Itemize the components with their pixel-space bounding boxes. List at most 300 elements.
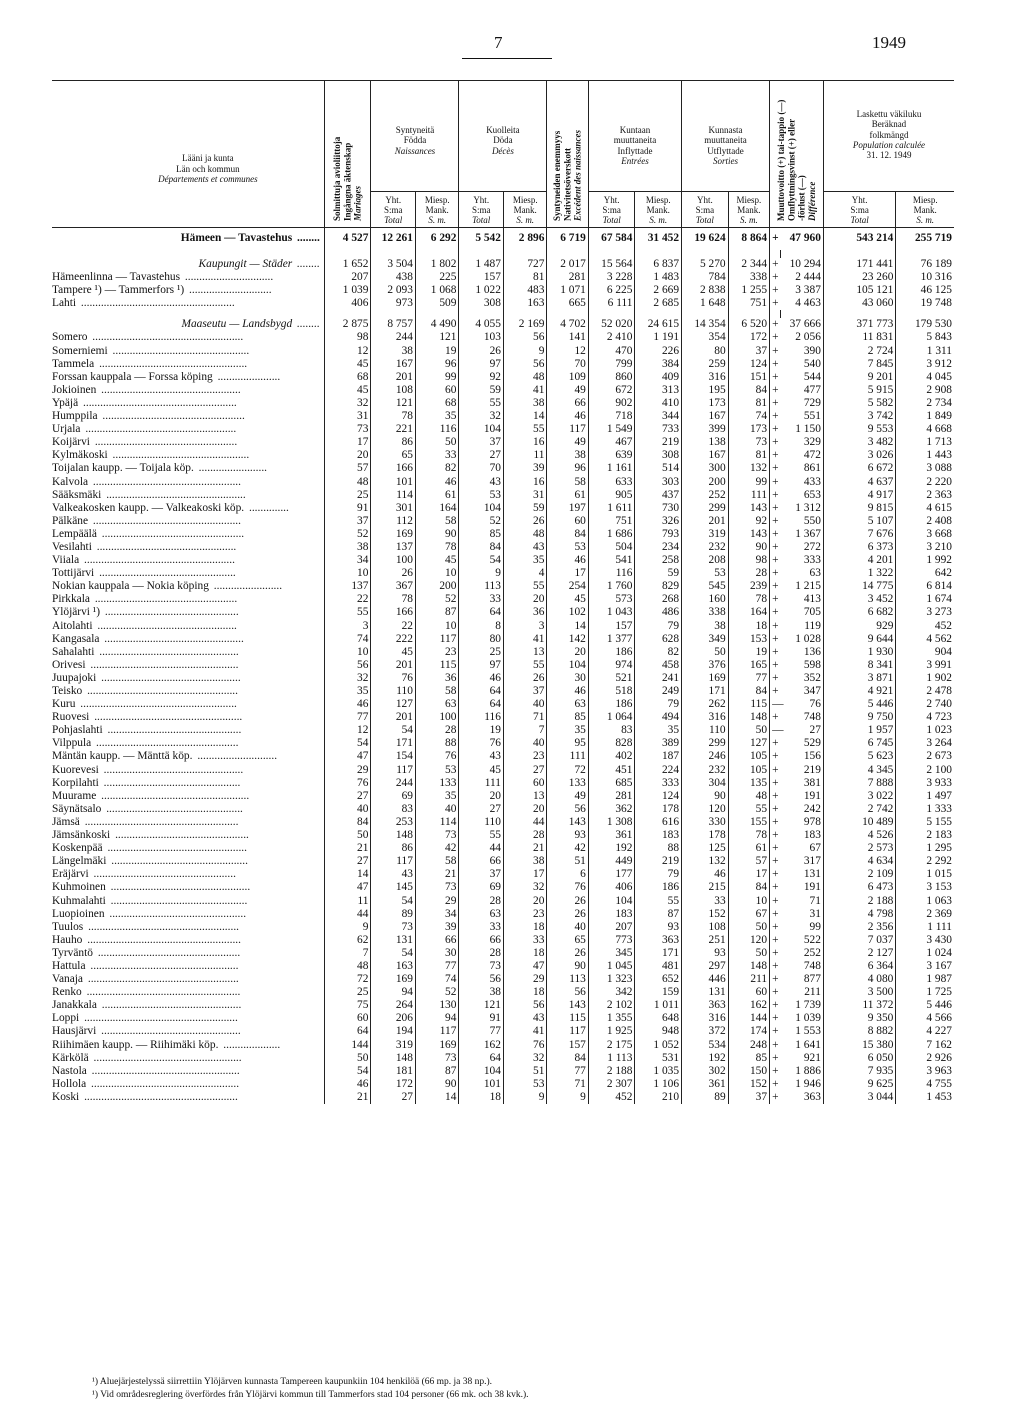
cell-outmig-male: 84 — [728, 384, 769, 397]
table-row — [52, 947, 954, 960]
cell-diff-value: 2 444 — [795, 271, 821, 284]
table-row — [52, 297, 954, 310]
cell-diff-value: 4 463 — [795, 297, 821, 310]
cell-excess: 35 — [547, 724, 588, 737]
cell-pop-total: 2 356 — [823, 921, 895, 934]
row-label: Pohjaslahti — [52, 724, 103, 737]
cell-inmig-total: 15 564 — [588, 258, 635, 271]
cell-births-total: 973 — [371, 297, 416, 310]
cell-pop-total: 7 888 — [823, 777, 895, 790]
cell-excess: 45 — [547, 593, 588, 606]
table-row — [52, 816, 954, 829]
cell-pop-male: 1 453 — [896, 1091, 954, 1104]
cell-marriages: 46 — [324, 698, 371, 711]
leader-dots: ............................................... — [104, 724, 242, 737]
cell-pop-male: 4 566 — [896, 1012, 954, 1025]
cell-marriages: 34 — [324, 554, 371, 567]
cell-marriages: 21 — [324, 842, 371, 855]
cell-inmig-male: 258 — [635, 554, 682, 567]
cell-births-male: 35 — [415, 410, 458, 423]
cell-diff-value: 433 — [803, 475, 821, 488]
cell-births-total: 367 — [371, 580, 416, 593]
table-row — [52, 1052, 954, 1065]
cell-inmig-male: 303 — [635, 476, 682, 489]
cell-outmig-male: 50 — [728, 921, 769, 934]
cell-excess: 70 — [547, 358, 588, 371]
cell-births-total: 76 — [371, 672, 416, 685]
cell-deaths-total: 19 — [459, 724, 504, 737]
cell-outmig-total: 110 — [682, 724, 729, 737]
cell-diff-sign: + — [770, 1065, 781, 1078]
cell-inmig-male: 1 106 — [635, 1078, 682, 1091]
cell-births-total: 8 757 — [371, 318, 416, 331]
table-row — [52, 1012, 954, 1025]
cell-outmig-total: 302 — [682, 1065, 729, 1078]
cell-outmig-total: 167 — [682, 449, 729, 462]
header-region-fi: Lääni ja kunta — [182, 153, 234, 164]
cell-births-male: 100 — [415, 711, 458, 724]
row-label: Teisko — [52, 685, 83, 697]
cell-diff-value: 390 — [803, 344, 821, 357]
cell-marriages: 44 — [324, 908, 371, 921]
leader-dots: ............................................... — [112, 829, 249, 842]
cell-pop-total: 5 446 — [823, 698, 895, 711]
cell-diff-sign: + — [770, 410, 781, 423]
leader-dots: ................................................. — [100, 763, 244, 776]
cell-inmig-male: 79 — [635, 620, 682, 633]
cell-inmig-male: 226 — [635, 345, 682, 358]
cell-outmig-male: 37 — [728, 1091, 769, 1104]
cell-births-total: 438 — [371, 271, 416, 284]
cell-deaths-male: 60 — [503, 777, 546, 790]
cell-outmig-total: 192 — [682, 1052, 729, 1065]
cell-pop-total: 929 — [823, 620, 895, 633]
cell-inmig-male: 186 — [635, 881, 682, 894]
cell-diff-sign: + — [770, 462, 781, 475]
municipality-name — [52, 672, 324, 685]
cell-deaths-male: 14 — [503, 410, 546, 423]
cell-pop-male: 3 153 — [896, 881, 954, 894]
municipality-name — [52, 947, 324, 960]
cell-diff-sign: + — [770, 1052, 781, 1065]
row-label: Hollola — [52, 1077, 87, 1090]
cell-pop-male: 5 155 — [896, 816, 954, 829]
cell-pop-total: 7 935 — [823, 1065, 895, 1078]
table-row — [52, 397, 954, 410]
cell-marriages: 1 652 — [324, 258, 371, 271]
cell-diff-value: 540 — [803, 357, 821, 370]
cell-births-total: 171 — [371, 737, 416, 750]
cell-pop-total: 543 214 — [823, 228, 895, 251]
cell-births-male: 225 — [415, 271, 458, 284]
cell-deaths-total: 37 — [459, 868, 504, 881]
cell-deaths-male: 51 — [503, 1065, 546, 1078]
table-row — [52, 737, 954, 750]
cell-pop-total: 2 127 — [823, 947, 895, 960]
cell-diff-value: 522 — [803, 933, 821, 946]
row-label: Luopioinen — [52, 907, 105, 920]
cell-diff-value: 191 — [803, 881, 821, 894]
cell-outmig-total: 33 — [682, 895, 729, 908]
cell-deaths-total: 92 — [459, 371, 504, 384]
row-label: Kylmäkoski — [52, 449, 108, 462]
cell-outmig-total: 195 — [682, 384, 729, 397]
cell-inmig-total: 183 — [588, 908, 635, 921]
cell-deaths-male: 13 — [503, 646, 546, 659]
cell-births-male: 58 — [415, 855, 458, 868]
cell-outmig-male: 338 — [728, 271, 769, 284]
cell-pop-male: 4 615 — [896, 502, 954, 515]
cell-inmig-total: 67 584 — [588, 228, 635, 251]
cell-outmig-total: 252 — [682, 489, 729, 502]
cell-excess: 141 — [547, 331, 588, 344]
cell-deaths-male: 44 — [503, 816, 546, 829]
cell-inmig-male: 344 — [635, 410, 682, 423]
leader-dots: ...................................................... — [81, 1090, 238, 1103]
cell-outmig-male: 173 — [728, 423, 769, 436]
cell-inmig-male: 458 — [635, 659, 682, 672]
cell-diff-value: 705 — [803, 606, 821, 619]
cell-pop-male: 3 963 — [896, 1065, 954, 1078]
cell-pop-total: 9 815 — [823, 502, 895, 515]
cell-marriages: 56 — [324, 659, 371, 672]
cell-pop-male: 1 333 — [896, 803, 954, 816]
cell-excess: 14 — [547, 620, 588, 633]
municipality-name — [52, 750, 324, 763]
cell-outmig-male: 144 — [728, 1012, 769, 1025]
cell-pop-male: 2 740 — [896, 698, 954, 711]
cell-inmig-male: 88 — [635, 842, 682, 855]
header-outmigration: Kunnasta muuttaneita Utflyttade Sorties — [682, 81, 770, 192]
cell-births-male: 99 — [415, 371, 458, 384]
cell-excess: 2 017 — [547, 258, 588, 271]
leader-dots: ...................................................... — [78, 297, 235, 310]
cell-births-total: 181 — [371, 1065, 416, 1078]
cell-pop-male: 4 562 — [896, 633, 954, 646]
cell-pop-male: 3 912 — [896, 358, 954, 371]
cell-diff-value: 748 — [803, 959, 821, 972]
cell-outmig-male: 135 — [728, 777, 769, 790]
cell-outmig-male: 78 — [728, 593, 769, 606]
cell-inmig-total: 1 308 — [588, 816, 635, 829]
cell-births-total: 86 — [371, 436, 416, 449]
cell-excess: 143 — [547, 999, 588, 1012]
header-inmigration: Kuntaan muuttaneita Inflyttade Entrées — [588, 81, 681, 192]
cell-diff-sign: + — [770, 331, 781, 344]
cell-pop-male: 3 210 — [896, 541, 954, 554]
cell-births-total: 45 — [371, 646, 416, 659]
cell-excess: 40 — [547, 921, 588, 934]
cell-outmig-total: 300 — [682, 462, 729, 475]
cell-births-male: 116 — [415, 423, 458, 436]
cell-inmig-total: 541 — [588, 554, 635, 567]
cell-outmig-total: 330 — [682, 816, 729, 829]
row-label: Hauho — [52, 933, 83, 946]
cell-deaths-total: 103 — [459, 331, 504, 344]
cell-outmig-male: 99 — [728, 476, 769, 489]
cell-inmig-male: 1 035 — [635, 1065, 682, 1078]
cell-deaths-male: 40 — [503, 737, 546, 750]
cell-pop-male: 255 719 — [896, 228, 954, 251]
row-label: Humppila — [52, 410, 98, 423]
cell-births-total: 201 — [371, 659, 416, 672]
page-number: 7 — [494, 33, 503, 52]
cell-births-total: 222 — [371, 633, 416, 646]
cell-excess: 96 — [547, 462, 588, 475]
cell-pop-total: 9 350 — [823, 1012, 895, 1025]
cell-births-total: 264 — [371, 999, 416, 1012]
cell-marriages: 72 — [324, 973, 371, 986]
leader-dots: ................................................ — [96, 567, 236, 580]
leader-dots: ............................... — [182, 271, 274, 284]
cell-inmig-total: 2 188 — [588, 1065, 635, 1078]
cell-outmig-total: 316 — [682, 711, 729, 724]
cell-pop-total: 3 500 — [823, 986, 895, 999]
cell-inmig-male: 481 — [635, 960, 682, 973]
row-label: Längelmäki — [52, 855, 107, 868]
cell-inmig-total: 83 — [588, 724, 635, 737]
cell-inmig-total: 1 377 — [588, 633, 635, 646]
cell-deaths-total: 104 — [459, 502, 504, 515]
cell-inmig-male: 178 — [635, 803, 682, 816]
cell-outmig-total: 399 — [682, 423, 729, 436]
cell-diff-sign: + — [770, 777, 781, 790]
leader-dots: ...................................................... — [81, 1012, 238, 1025]
row-label: Orivesi — [52, 658, 86, 671]
leader-dots: ..................................................... — [82, 423, 237, 436]
table-row — [52, 593, 954, 606]
cell-diff-sign: — — [770, 698, 781, 711]
cell-diff-sign: + — [770, 921, 781, 934]
cell-deaths-male: 32 — [503, 1052, 546, 1065]
cell-excess: 65 — [547, 934, 588, 947]
table-row — [52, 1091, 954, 1104]
municipality-name — [52, 711, 324, 724]
cell-outmig-total: 131 — [682, 986, 729, 999]
cell-diff-value: 1 946 — [795, 1077, 821, 1090]
leader-dots: ................................................. — [93, 540, 237, 553]
cell-inmig-male: 219 — [635, 855, 682, 868]
cell-inmig-total: 1 760 — [588, 580, 635, 593]
cell-diff-value: 1 739 — [795, 999, 821, 1012]
cell-outmig-male: 150 — [728, 1065, 769, 1078]
cell-pop-total: 9 201 — [823, 371, 895, 384]
cell-deaths-total: 85 — [459, 528, 504, 541]
cell-births-total: 244 — [371, 777, 416, 790]
cell-pop-male: 452 — [896, 620, 954, 633]
cell-births-total: 244 — [371, 331, 416, 344]
cell-inmig-total: 672 — [588, 384, 635, 397]
cell-diff-sign: + — [770, 829, 781, 842]
cell-inmig-male: 124 — [635, 790, 682, 803]
cell-deaths-total: 101 — [459, 1078, 504, 1091]
row-label: Tampere ¹) — Tammerfors ¹) — [52, 284, 185, 297]
cell-outmig-total: 1 648 — [682, 297, 729, 310]
cell-deaths-male: 38 — [503, 397, 546, 410]
cell-births-total: 54 — [371, 947, 416, 960]
cell-outmig-total: 262 — [682, 698, 729, 711]
cell-inmig-male: 87 — [635, 908, 682, 921]
table-row — [52, 934, 954, 947]
table-row — [52, 580, 954, 593]
cell-marriages: 9 — [324, 921, 371, 934]
cell-deaths-total: 70 — [459, 462, 504, 475]
cell-inmig-male: 389 — [635, 737, 682, 750]
cell-diff-sign: + — [770, 358, 781, 371]
cell-marriages: 207 — [324, 271, 371, 284]
municipality-name — [52, 777, 324, 790]
leader-dots: ................................................. — [98, 671, 241, 684]
cell-inmig-male: 326 — [635, 515, 682, 528]
cell-deaths-male: 38 — [503, 855, 546, 868]
cell-outmig-male: 164 — [728, 606, 769, 619]
cell-inmig-total: 860 — [588, 371, 635, 384]
row-label: Koskenpää — [52, 842, 103, 855]
cell-inmig-male: 333 — [635, 777, 682, 790]
cell-inmig-total: 504 — [588, 541, 635, 554]
cell-deaths-male: 47 — [503, 960, 546, 973]
cell-inmig-total: 751 — [588, 515, 635, 528]
cell-outmig-total: 160 — [682, 593, 729, 606]
cell-diff-sign: — — [770, 724, 781, 737]
row-label: Pälkäne — [52, 514, 89, 527]
cell-deaths-total: 64 — [459, 698, 504, 711]
cell-births-male: 19 — [415, 345, 458, 358]
cell-pop-total: 7 037 — [823, 934, 895, 947]
table-row — [52, 829, 954, 842]
cell-pop-male: 1 674 — [896, 593, 954, 606]
cell-deaths-total: 157 — [459, 271, 504, 284]
row-label: Muurame — [52, 789, 97, 802]
cell-excess: 95 — [547, 737, 588, 750]
cell-births-male: 96 — [415, 358, 458, 371]
municipality-name — [52, 371, 324, 384]
cell-diff-sign: + — [770, 345, 781, 358]
cell-pop-total: 6 682 — [823, 606, 895, 619]
table-body — [52, 228, 954, 1105]
cell-marriages: 27 — [324, 790, 371, 803]
row-label: Koijärvi — [52, 436, 90, 449]
cell-inmig-male: 628 — [635, 633, 682, 646]
cell-births-male: 68 — [415, 397, 458, 410]
cell-pop-total: 2 724 — [823, 345, 895, 358]
cell-diff-sign: + — [770, 371, 781, 384]
cell-deaths-total: 116 — [459, 711, 504, 724]
cell-deaths-male: 55 — [503, 423, 546, 436]
cell-births-male: 90 — [415, 528, 458, 541]
table-row — [52, 908, 954, 921]
cell-outmig-male: 81 — [728, 397, 769, 410]
cell-births-male: 164 — [415, 502, 458, 515]
cell-diff-sign: + — [770, 297, 781, 310]
municipality-name — [52, 921, 324, 934]
cell-deaths-total: 104 — [459, 1065, 504, 1078]
row-label: Viiala — [52, 554, 80, 567]
cell-diff-value: 136 — [803, 645, 821, 658]
cell-diff-sign: + — [770, 685, 781, 698]
cell-pop-total: 6 050 — [823, 1052, 895, 1065]
leader-dots: .................................................. — [91, 593, 238, 606]
cell-diff-sign: + — [770, 764, 781, 777]
cell-outmig-male: 90 — [728, 541, 769, 554]
cell-deaths-total: 59 — [459, 384, 504, 397]
cell-diff-value: 10 294 — [789, 258, 821, 270]
cell-inmig-total: 521 — [588, 672, 635, 685]
cell-inmig-total: 1 925 — [588, 1025, 635, 1038]
cell-pop-male: 1 015 — [896, 868, 954, 881]
cell-outmig-total: 299 — [682, 737, 729, 750]
cell-diff-sign: + — [770, 986, 781, 999]
cell-inmig-total: 186 — [588, 698, 635, 711]
cell-deaths-male: 27 — [503, 764, 546, 777]
cell-diff-value: 529 — [803, 737, 821, 750]
cell-deaths-total: 104 — [459, 423, 504, 436]
cell-pop-male: 1 987 — [896, 973, 954, 986]
table-row — [52, 986, 954, 999]
table-row — [52, 1039, 954, 1052]
subtotal-row — [52, 258, 954, 271]
cell-pop-male: 3 991 — [896, 659, 954, 672]
cell-diff-value: 1 553 — [795, 1025, 821, 1038]
cell-deaths-male: 16 — [503, 436, 546, 449]
cell-diff-sign: + — [770, 593, 781, 606]
cell-deaths-male: 13 — [503, 790, 546, 803]
cell-deaths-total: 54 — [459, 554, 504, 567]
cell-diff-value: 37 666 — [789, 318, 821, 331]
cell-diff-value: 317 — [803, 855, 821, 868]
cell-marriages: 46 — [324, 1078, 371, 1091]
cell-inmig-total: 1 611 — [588, 502, 635, 515]
municipality-name — [52, 633, 324, 646]
cell-deaths-total: 1 022 — [459, 284, 504, 297]
cell-births-male: 78 — [415, 541, 458, 554]
leader-dots: ................................................. — [98, 999, 242, 1012]
spacer-row — [52, 250, 954, 258]
cell-pop-total: 43 060 — [823, 297, 895, 310]
cell-births-total: 22 — [371, 620, 416, 633]
cell-pop-male: 1 725 — [896, 986, 954, 999]
table-row — [52, 711, 954, 724]
row-label: Hausjärvi — [52, 1025, 97, 1038]
cell-pop-male: 5 446 — [896, 999, 954, 1012]
cell-diff-value: 748 — [803, 711, 821, 724]
cell-pop-total: 3 026 — [823, 449, 895, 462]
cell-pop-total: 23 260 — [823, 271, 895, 284]
table-row — [52, 685, 954, 698]
leader-dots: ................................................. — [98, 383, 241, 396]
cell-deaths-male: 33 — [503, 934, 546, 947]
cell-inmig-male: 531 — [635, 1052, 682, 1065]
cell-outmig-total: 5 270 — [682, 258, 729, 271]
cell-births-total: 319 — [371, 1039, 416, 1052]
cell-inmig-total: 685 — [588, 777, 635, 790]
cell-births-male: 4 490 — [415, 318, 458, 331]
leader-dots: .............. — [246, 501, 289, 514]
cell-inmig-male: 59 — [635, 567, 682, 580]
cell-inmig-total: 406 — [588, 881, 635, 894]
municipality-name — [52, 895, 324, 908]
cell-births-total: 78 — [371, 410, 416, 423]
row-label: Janakkala — [52, 999, 97, 1012]
cell-diff-sign: + — [770, 633, 781, 646]
row-label: Maaseutu — Landsbygd — [181, 318, 293, 331]
cell-pop-total: 3 871 — [823, 672, 895, 685]
cell-marriages: 1 039 — [324, 284, 371, 297]
cell-inmig-total: 773 — [588, 934, 635, 947]
cell-diff-value: 67 — [809, 842, 821, 855]
municipality-name — [52, 271, 324, 284]
cell-marriages: 60 — [324, 1012, 371, 1025]
